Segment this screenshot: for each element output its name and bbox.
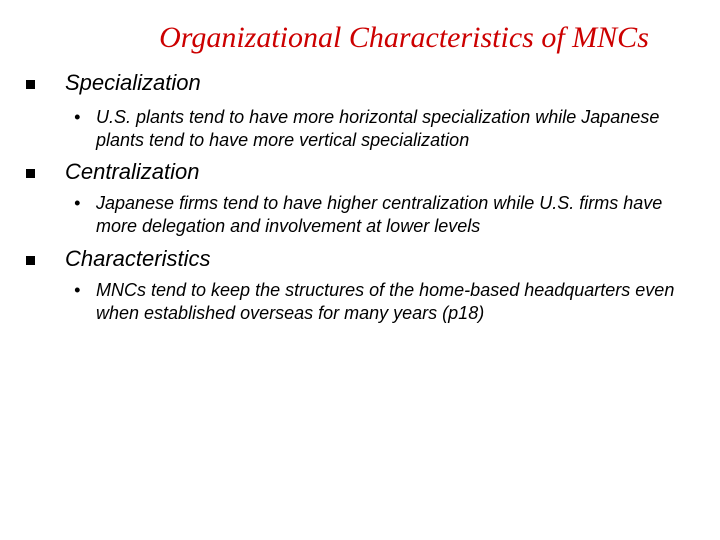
square-bullet-icon xyxy=(26,256,35,265)
bullet-item-centralization xyxy=(26,158,200,186)
sub-bullet-text: Japanese firms tend to have higher centralization while U.S. firms have more delegation and involvement at lower levels xyxy=(96,193,663,236)
slide-title: Organizational Characteristics of MNCs xyxy=(159,21,649,54)
round-bullet-icon: • xyxy=(74,193,81,213)
bullet-heading: Centralization xyxy=(65,159,200,184)
bullet-item-specialization xyxy=(26,69,201,97)
round-bullet-icon: • xyxy=(74,280,81,300)
sub-bullet-text: U.S. plants tend to have more horizontal specialization while Japanese plants tend to have more vertical specialization xyxy=(96,107,660,150)
bullet-item-characteristics xyxy=(26,245,211,273)
bullet-heading: Specialization xyxy=(65,70,201,95)
sub-bullet-text: MNCs tend to keep the structures of the home-based headquarters even when established overseas for many years (p18) xyxy=(96,280,675,323)
bullet-heading: Characteristics xyxy=(65,246,211,271)
square-bullet-icon xyxy=(26,169,35,178)
square-bullet-icon xyxy=(26,80,35,89)
round-bullet-icon: • xyxy=(74,107,81,127)
